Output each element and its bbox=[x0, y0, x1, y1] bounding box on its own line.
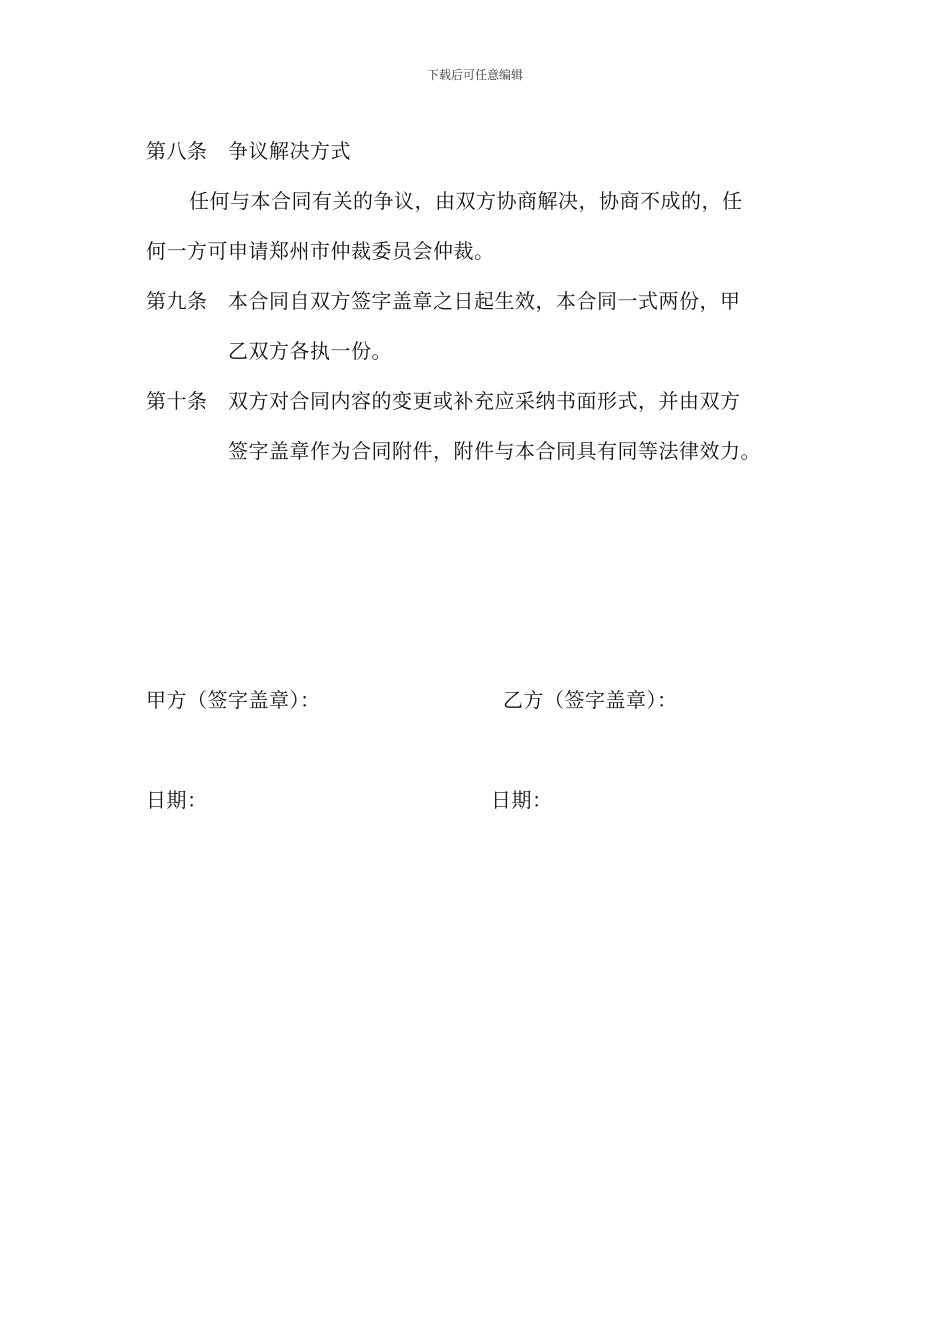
article-8-body-line-2: 何一方可申请郑州市仲裁委员会仲裁。 bbox=[146, 239, 495, 263]
party-a-date-label: 日期： bbox=[146, 788, 208, 812]
article-8-label: 第八条 bbox=[146, 139, 208, 163]
article-10-text-1: 双方对合同内容的变更或补充应采纳书面形式，并由双方 bbox=[228, 389, 741, 413]
article-8-body-line-1: 任何与本合同有关的争议，由双方协商解决，协商不成的，任 bbox=[189, 189, 743, 213]
article-10-line-1 bbox=[146, 389, 741, 413]
party-a-signature-label: 甲方（签字盖章）： bbox=[146, 688, 321, 712]
article-9-text-1: 本合同自双方签字盖章之日起生效，本合同一式两份，甲 bbox=[228, 289, 741, 313]
party-b-date-label: 日期： bbox=[491, 788, 553, 812]
article-8-title: 争议解决方式 bbox=[228, 139, 351, 163]
article-9-line-2: 乙双方各执一份。 bbox=[228, 339, 392, 363]
article-10-line-2: 签字盖章作为合同附件，附件与本合同具有同等法律效力。 bbox=[228, 439, 761, 463]
article-10-label: 第十条 bbox=[146, 389, 208, 413]
article-9-label: 第九条 bbox=[146, 289, 208, 313]
article-9-line-1 bbox=[146, 289, 741, 313]
party-b-signature-label: 乙方（签字盖章）： bbox=[503, 688, 678, 712]
article-8-heading bbox=[146, 139, 351, 163]
page-header: 下载后可任意编辑 bbox=[426, 68, 523, 82]
